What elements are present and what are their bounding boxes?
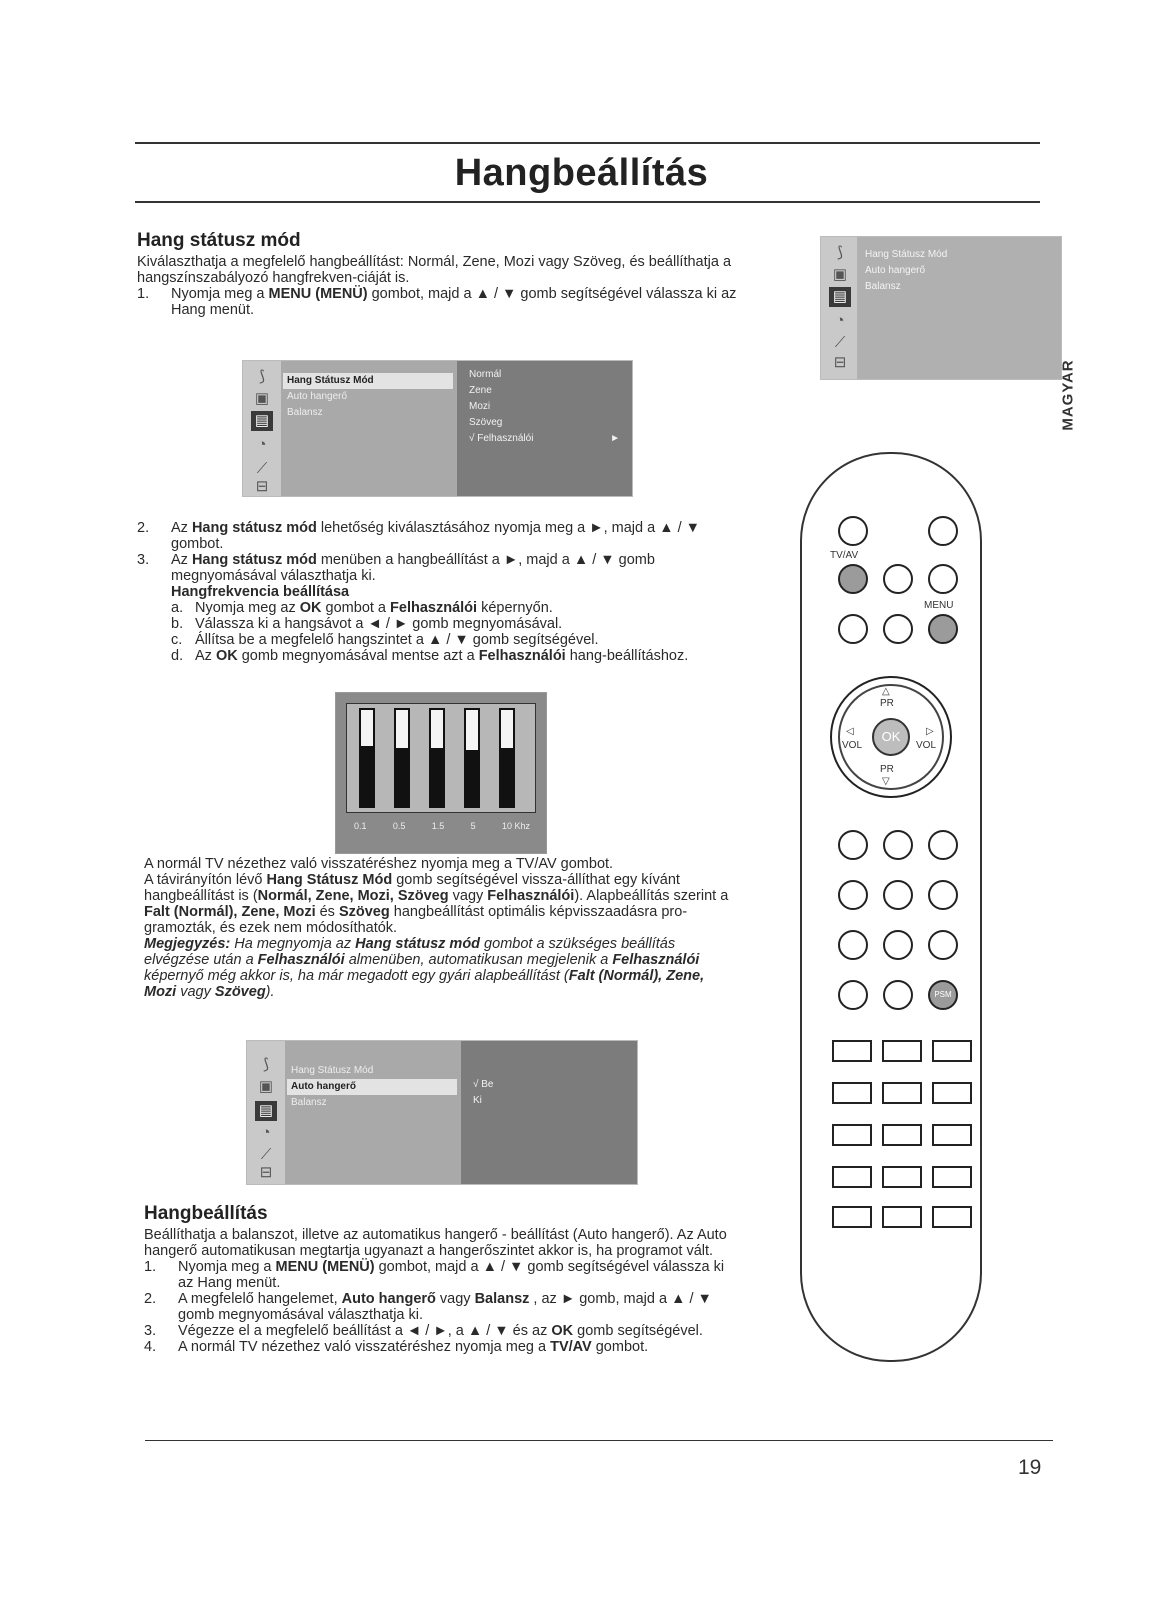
- submenu-options: [457, 361, 632, 496]
- band-label: 0.5: [392, 821, 406, 831]
- time-icon: ◔: [261, 1124, 271, 1141]
- remote-button: [883, 564, 913, 594]
- list-item: 3. Végezze el a megfelelő beállítást a ◄ / ►, a ▲ / ▼ és az OK gomb segítségével.: [144, 1323, 703, 1339]
- option-on: √ Be: [473, 1079, 494, 1090]
- screen-icon: ▣: [254, 390, 270, 407]
- list-item: b. Válassza ki a hangsávot a ◄ / ► gomb megnyomásával.: [171, 616, 563, 632]
- number-button: [883, 830, 913, 860]
- rect-button: [882, 1040, 922, 1062]
- language-tab: MAGYAR: [1059, 359, 1077, 431]
- psm-button: PSM: [928, 980, 958, 1010]
- menu-item-balance: Balansz: [287, 407, 323, 418]
- menu-item-auto-volume: Auto hangerő: [287, 1079, 457, 1095]
- menu-item-status: Hang Státusz Mód: [283, 373, 453, 389]
- menu-item-balance: Balansz: [865, 281, 901, 292]
- menu-list: [861, 247, 1051, 295]
- paragraph: A normál TV nézethez való visszatéréshez nyomja meg a TV/AV gombot.: [144, 856, 614, 872]
- rect-button: [832, 1124, 872, 1146]
- menu-button: [928, 614, 958, 644]
- intro-text: Beállíthatja a balanszot, illetve az automatikus hangerő - beállítást (Auto hangerő). Az Auto hangerő automatikusan megtartja ugyanazt a hangerőszintet akkor is, ha programot vált.: [144, 1227, 727, 1259]
- rect-button: [882, 1082, 922, 1104]
- equalizer-band-level: [501, 748, 513, 806]
- pr-down-label: PR: [880, 764, 894, 775]
- equalizer-band-level: [361, 746, 373, 806]
- vol-left-label: VOL: [842, 740, 863, 751]
- menu-item-status: Hang Státusz Mód: [291, 1065, 374, 1076]
- arrow-right-icon: ►: [610, 433, 620, 444]
- intro-text: Kiválaszthatja a megfelelő hangbeállítást: Normál, Zene, Mozi vagy Szöveg, és beállíthatja a hangszínszabályozó hangfrekven-ciáját is.: [137, 254, 732, 286]
- rect-button: [932, 1166, 972, 1188]
- footer-rule: [145, 1440, 1053, 1441]
- sound-menu-screenshot: [242, 360, 633, 497]
- screen-icon: ▣: [832, 266, 848, 283]
- rect-button: [882, 1166, 922, 1188]
- equalizer-screenshot: [335, 692, 547, 854]
- remote-button: [883, 614, 913, 644]
- remote-control: [800, 452, 982, 1362]
- sound-icon: ▤: [255, 1101, 277, 1121]
- equalizer-band-bar: [429, 708, 445, 808]
- picture-icon: ⟆: [259, 368, 265, 385]
- number-button: [883, 880, 913, 910]
- section-heading: Hangbeállítás: [144, 1203, 268, 1224]
- list-item: c. Állítsa be a megfelelő hangszintet a ▲ / ▼ gomb segítségével.: [171, 632, 599, 648]
- dpad: [830, 676, 952, 798]
- rect-button: [932, 1206, 972, 1228]
- rect-button: [832, 1040, 872, 1062]
- sound-icon: ▤: [251, 411, 273, 431]
- number-button: [883, 930, 913, 960]
- menu-item-status: Hang Státusz Mód: [865, 249, 948, 260]
- menu-item-auto-volume: Auto hangerő: [865, 265, 926, 276]
- pr-up-label: PR: [880, 698, 894, 709]
- number-button: [928, 930, 958, 960]
- time-icon: ◔: [835, 312, 845, 329]
- number-button: [838, 880, 868, 910]
- menu-item-auto-volume: Auto hangerő: [287, 391, 348, 402]
- list-item: [137, 520, 737, 552]
- header-top-rule: [135, 142, 1040, 144]
- lock-icon: ⊟: [255, 478, 269, 495]
- rect-button: [882, 1124, 922, 1146]
- mute-button: [928, 516, 958, 546]
- steps-block: [137, 520, 737, 664]
- option-movie: Mozi: [469, 401, 491, 412]
- list-item: 2. A megfelelő hangelemet, Auto hangerő vagy Balansz , az ► gomb, majd a ▲ / ▼ gomb megnyomásával választhatja ki.: [144, 1291, 712, 1323]
- option-normal: Normál: [469, 369, 502, 380]
- list-item: [137, 286, 737, 318]
- equalizer-panel: [346, 703, 536, 813]
- equalizer-band-level: [466, 750, 478, 806]
- submenu-options: [461, 1041, 637, 1184]
- rect-button: [932, 1082, 972, 1104]
- picture-icon: ⟆: [263, 1056, 269, 1073]
- band-label: 0.1: [354, 821, 367, 831]
- menu-item-balance: Balansz: [291, 1097, 327, 1108]
- list-item: 4. A normál TV nézethez való visszatéréshez nyomja meg a TV/AV gombot.: [144, 1339, 649, 1355]
- equalizer-band-bar: [499, 708, 515, 808]
- sound-icon: ▤: [829, 287, 851, 307]
- left-arrow-icon: ◁: [846, 726, 854, 737]
- step-text: Nyomja meg a MENU (MENÜ) gombot, majd a ▲ / ▼ gomb segítségével válassza ki az Hang menüt.: [171, 286, 737, 318]
- menu-label: MENU: [924, 600, 954, 611]
- step-number: 2.: [137, 520, 150, 536]
- list-item: 1. Nyomja meg a MENU (MENÜ) gombot, majd a ▲ / ▼ gomb segítségével válassza ki az Hang menüt.: [144, 1259, 725, 1291]
- time-icon: ◔: [257, 436, 267, 453]
- up-arrow-icon: △: [882, 686, 890, 697]
- screen-icon: ▣: [258, 1078, 274, 1095]
- list-item: d. Az OK gomb megnyomásával mentse azt a Felhasználói hang-beállításhoz.: [171, 648, 689, 664]
- option-music: Zene: [469, 385, 492, 396]
- equalizer-band-level: [396, 748, 408, 806]
- equalizer-band-bar: [394, 708, 410, 808]
- step-text: Az Hang státusz mód menüben a hangbeállítást a ►, majd a ▲ / ▼ gomb megnyomásával választhatja ki.: [171, 552, 655, 584]
- equalizer-band-labels: [346, 821, 538, 835]
- info-paragraphs: [144, 856, 740, 1000]
- vol-right-label: VOL: [916, 740, 937, 751]
- rect-button: [932, 1040, 972, 1062]
- band-label: 1.5: [431, 821, 445, 831]
- power-button: [838, 516, 868, 546]
- section-sound-settings: [144, 1203, 742, 1355]
- section-body: [144, 1227, 742, 1355]
- section-heading: Hang státusz mód: [137, 230, 301, 251]
- picture-icon: ⟆: [837, 244, 843, 261]
- lock-icon: ⊟: [259, 1164, 273, 1181]
- band-label: 10 Khz: [501, 821, 530, 831]
- rect-button: [832, 1082, 872, 1104]
- rect-button: [932, 1124, 972, 1146]
- step-number: 3.: [137, 552, 150, 568]
- option-text: Szöveg: [469, 417, 503, 428]
- number-button: [838, 930, 868, 960]
- right-arrow-icon: ▷: [926, 726, 934, 737]
- tvav-label: TV/AV: [830, 550, 859, 561]
- remote-button: [928, 564, 958, 594]
- section-body: [137, 254, 737, 318]
- number-button: [928, 880, 958, 910]
- rect-button: [832, 1206, 872, 1228]
- rect-button: [882, 1206, 922, 1228]
- settings-icon: ⟋: [260, 1146, 272, 1163]
- section-status-mode: [137, 230, 737, 318]
- step-number: 1.: [137, 286, 150, 302]
- rect-button: [832, 1166, 872, 1188]
- option-off: Ki: [473, 1095, 482, 1106]
- paragraph: A távirányítón lévő Hang Státusz Mód gomb segítségével vissza-állíthat egy kívánt hangbeállítást is (Normál, Zene, Mozi, Szöveg vagy Felhasználói). Alapbeállítás szerint a Falt (Normál), Zene, Mozi és Szöveg hangbeállítást optimális képvisszaadásra pro-gramozták, és ezek nem módosíthatók.: [144, 872, 729, 936]
- menu-list: [283, 373, 453, 421]
- step-text: Az Hang státusz mód lehetőség kiválasztásához nyomja meg a ►, majd a ▲ / ▼ gombot.: [171, 520, 701, 552]
- list-item: a. Nyomja meg az OK gombot a Felhasználói képernyőn.: [171, 600, 553, 616]
- equalizer-band-bar: [359, 708, 375, 808]
- remote-button: [838, 614, 868, 644]
- equalizer-band-bar: [464, 708, 480, 808]
- settings-icon: ⟋: [256, 460, 268, 477]
- tvav-button: [838, 564, 868, 594]
- sound-menu-thumbnail: [820, 236, 1062, 380]
- option-user: √ Felhasználói ►: [457, 431, 632, 447]
- page-number: 19: [1018, 1456, 1042, 1479]
- equalizer-band-level: [431, 748, 443, 806]
- header-bottom-rule: [135, 201, 1040, 203]
- settings-icon: ⟋: [834, 334, 846, 351]
- lock-icon: ⊟: [833, 354, 847, 371]
- list-item: [137, 552, 737, 584]
- ok-button: OK: [872, 718, 910, 756]
- number-button: [883, 980, 913, 1010]
- number-button: [838, 830, 868, 860]
- freq-heading: Hangfrekvencia beállítása: [171, 584, 350, 600]
- number-button: [928, 830, 958, 860]
- band-label: 5: [470, 821, 476, 831]
- number-button: [838, 980, 868, 1010]
- down-arrow-icon: ▽: [882, 776, 890, 787]
- note: Megjegyzés: Ha megnyomja az Hang státusz mód gombot a szükséges beállítás elvégzése után a Felhasználói almenüben, automatikusan megjelenik a Felhasználói képernyő még akkor is, ha már megadott egy gyári alapbeállítást (Falt (Normál), Zene, Mozi vagy Szöveg).: [144, 936, 705, 1000]
- menu-list: [287, 1063, 457, 1111]
- auto-volume-menu-screenshot: [246, 1040, 638, 1185]
- page-title: Hangbeállítás: [454, 152, 709, 194]
